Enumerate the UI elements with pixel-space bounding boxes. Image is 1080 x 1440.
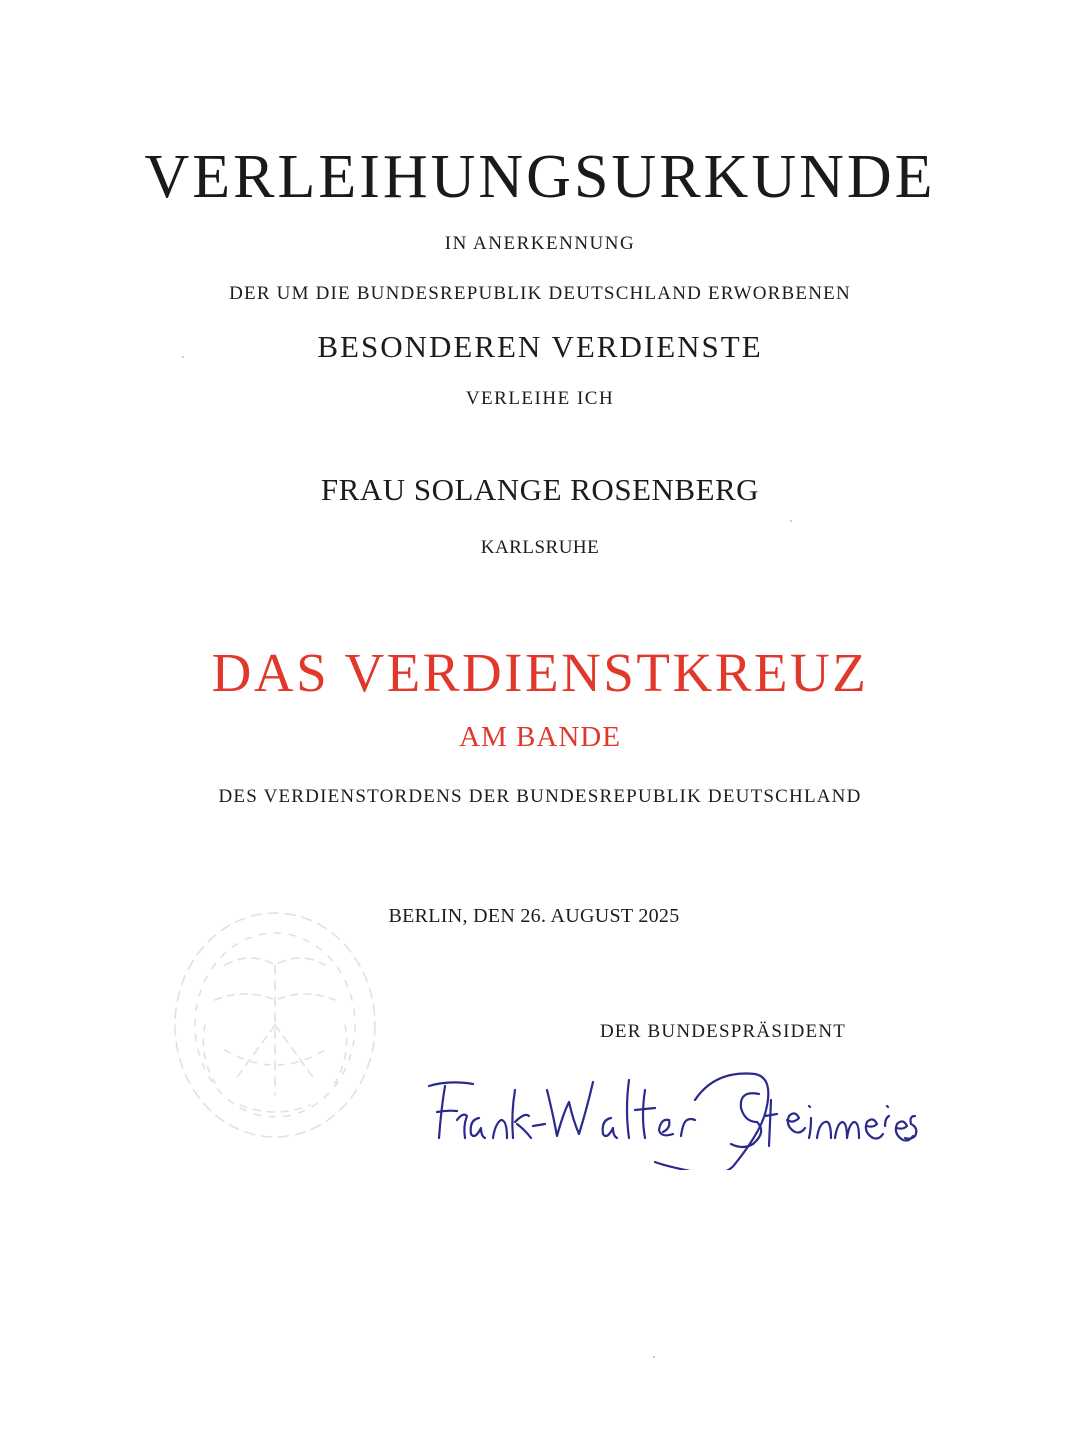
signature-icon bbox=[415, 1060, 925, 1170]
recipient-city: KARLSRUHE bbox=[480, 537, 600, 558]
merits-heading: BESONDEREN VERDIENSTE bbox=[317, 329, 763, 364]
paper-speck bbox=[790, 520, 792, 522]
award-verb: VERLEIHE ICH bbox=[465, 388, 615, 409]
paper-speck bbox=[653, 1356, 655, 1358]
award-name: DAS VERDIENSTKREUZ bbox=[211, 642, 869, 703]
certificate-title: VERLEIHUNGSURKUNDE bbox=[144, 143, 936, 211]
award-class: AM BANDE bbox=[459, 721, 621, 753]
paper-speck bbox=[182, 356, 184, 358]
signatory-title: DER BUNDESPRÄSIDENT bbox=[600, 1021, 847, 1042]
intro-line-recognition: IN ANERKENNUNG bbox=[444, 233, 636, 254]
recipient-name: FRAU SOLANGE ROSENBERG bbox=[320, 472, 760, 507]
embossed-seal-icon bbox=[165, 905, 385, 1145]
intro-line-acquired: DER UM DIE BUNDESREPUBLIK DEUTSCHLAND ERWORBENEN bbox=[229, 283, 851, 304]
issue-date: BERLIN, DEN 26. AUGUST 2025 bbox=[388, 905, 680, 927]
order-name: DES VERDIENSTORDENS DER BUNDESREPUBLIK DEUTSCHLAND bbox=[218, 786, 862, 807]
